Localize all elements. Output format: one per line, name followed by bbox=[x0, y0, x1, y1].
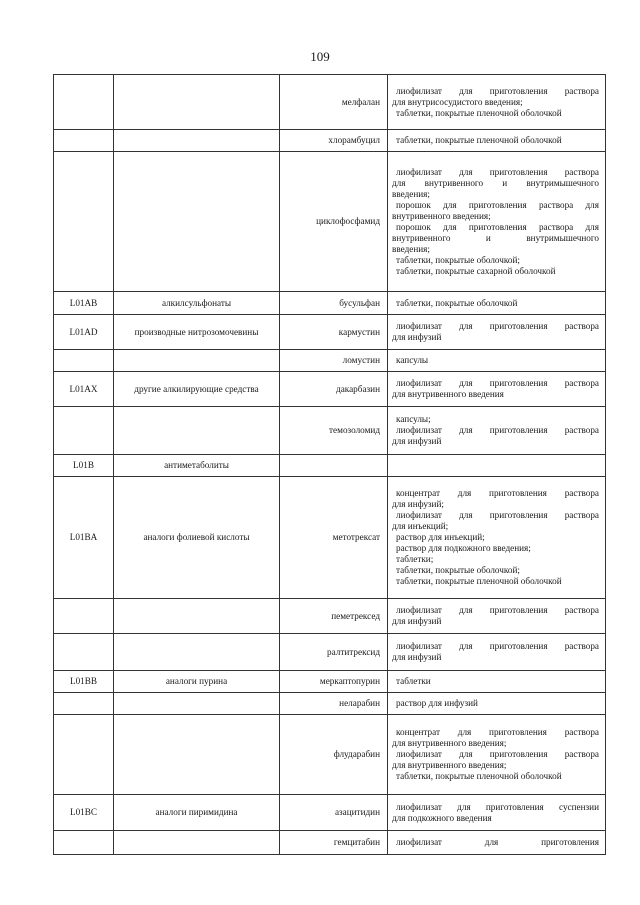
anatomical-group-cell bbox=[114, 715, 280, 795]
dosage-form-line: для инфузий bbox=[392, 616, 442, 626]
dosage-form-line: порошок для приготовления раствора для bbox=[396, 199, 599, 210]
atc-code-cell: L01BB bbox=[54, 671, 114, 693]
dosage-form-cell bbox=[388, 350, 606, 372]
table-row bbox=[54, 671, 606, 693]
dosage-form-cell bbox=[388, 152, 606, 292]
drug-name-cell: меркаптопурин bbox=[280, 671, 388, 693]
table-row bbox=[54, 315, 606, 350]
dosage-form-line: таблетки, покрытые пленочной оболочкой bbox=[396, 107, 562, 118]
drug-name-cell: метотрексат bbox=[280, 477, 388, 599]
dosage-form-line: концентрат для приготовления раствора bbox=[396, 488, 599, 498]
drug-name-cell: дакарбазин bbox=[280, 372, 388, 407]
anatomical-group-cell bbox=[114, 407, 280, 455]
dosage-form-cell bbox=[388, 671, 606, 693]
dosage-form-cell bbox=[388, 455, 606, 477]
dosage-form-cell bbox=[388, 599, 606, 634]
atc-code-cell bbox=[54, 407, 114, 455]
dosage-form-line: для внутривенного введения; bbox=[392, 760, 507, 770]
anatomical-group-cell bbox=[114, 130, 280, 152]
drug-name-cell: бусульфан bbox=[280, 292, 388, 315]
table-row bbox=[54, 372, 606, 407]
table-row bbox=[54, 599, 606, 634]
drug-table-body bbox=[54, 75, 606, 855]
drug-name-cell: хлорамбуцил bbox=[280, 130, 388, 152]
table-row bbox=[54, 477, 606, 599]
dosage-form-cell bbox=[388, 715, 606, 795]
atc-code-cell: L01AD bbox=[54, 315, 114, 350]
dosage-form-line: таблетки, покрытые пленочной оболочкой bbox=[396, 576, 562, 586]
dosage-form-line: таблетки, покрытые сахарной оболочкой bbox=[396, 265, 556, 276]
dosage-form-cell bbox=[388, 477, 606, 599]
drug-name-cell bbox=[280, 455, 388, 477]
anatomical-group-cell bbox=[114, 693, 280, 715]
dosage-form-line: капсулы bbox=[396, 355, 429, 365]
dosage-form-line: для внутривенного введения bbox=[392, 389, 504, 399]
dosage-form-line: для инфузий; bbox=[392, 499, 444, 509]
dosage-form-cell bbox=[388, 130, 606, 152]
dosage-form-line: лиофилизат для приготовления раствора bbox=[396, 166, 599, 177]
dosage-form-cell bbox=[388, 372, 606, 407]
anatomical-group-cell: другие алкилирующие средства bbox=[114, 372, 280, 407]
anatomical-group-cell bbox=[114, 831, 280, 855]
dosage-form-line: таблетки, покрытые оболочкой; bbox=[396, 565, 520, 575]
drug-name-cell: мелфалан bbox=[280, 75, 388, 130]
dosage-form-line: раствор для инъекций; bbox=[396, 532, 485, 542]
drug-name-cell: циклофосфамид bbox=[280, 152, 388, 292]
anatomical-group-cell bbox=[114, 350, 280, 372]
dosage-form-line: внутривенного и внутримышечного bbox=[392, 232, 599, 243]
dosage-form-cell bbox=[388, 315, 606, 350]
atc-code-cell bbox=[54, 350, 114, 372]
drug-name-cell: азацитидин bbox=[280, 795, 388, 831]
dosage-form-line: внутривенного введения; bbox=[392, 210, 491, 221]
dosage-form-line: лиофилизат для приготовления раствора bbox=[396, 749, 599, 759]
atc-code-cell bbox=[54, 152, 114, 292]
dosage-form-line: порошок для приготовления раствора для bbox=[396, 221, 599, 232]
dosage-form-cell bbox=[388, 407, 606, 455]
dosage-form-line: лиофилизат для приготовления суспензии bbox=[396, 801, 599, 812]
atc-code-cell bbox=[54, 831, 114, 855]
dosage-form-line: для инъекций; bbox=[392, 521, 449, 531]
atc-code-cell: L01BA bbox=[54, 477, 114, 599]
drug-name-cell: гемцитабин bbox=[280, 831, 388, 855]
dosage-form-line: таблетки, покрытые пленочной оболочкой bbox=[396, 135, 562, 145]
dosage-form-line: для подкожного введения bbox=[392, 812, 492, 823]
dosage-form-line: лиофилизат для приготовления раствора bbox=[396, 378, 599, 388]
anatomical-group-cell bbox=[114, 75, 280, 130]
dosage-form-line: таблетки bbox=[396, 676, 431, 686]
table-row bbox=[54, 831, 606, 855]
drug-name-cell: флударабин bbox=[280, 715, 388, 795]
dosage-form-cell bbox=[388, 292, 606, 315]
anatomical-group-cell: алкилсульфонаты bbox=[114, 292, 280, 315]
atc-code-cell bbox=[54, 715, 114, 795]
dosage-form-cell bbox=[388, 693, 606, 715]
dosage-form-line: таблетки, покрытые оболочкой; bbox=[396, 254, 520, 265]
anatomical-group-cell: аналоги фолиевой кислоты bbox=[114, 477, 280, 599]
anatomical-group-cell: аналоги пиримидина bbox=[114, 795, 280, 831]
dosage-form-line: для внутрисосудистого введения; bbox=[392, 96, 523, 107]
table-row bbox=[54, 350, 606, 372]
table-row bbox=[54, 152, 606, 292]
dosage-form-line: для инфузий bbox=[392, 332, 442, 342]
atc-code-cell: L01B bbox=[54, 455, 114, 477]
dosage-form-line: введения; bbox=[392, 243, 430, 254]
drug-name-cell: неларабин bbox=[280, 693, 388, 715]
atc-code-cell bbox=[54, 693, 114, 715]
atc-code-cell bbox=[54, 634, 114, 671]
dosage-form-cell bbox=[388, 75, 606, 130]
dosage-form-line: таблетки, покрытые оболочкой bbox=[396, 297, 518, 308]
dosage-form-line: раствор для подкожного введения; bbox=[396, 543, 531, 553]
drug-name-cell: ломустин bbox=[280, 350, 388, 372]
atc-code-cell: L01AX bbox=[54, 372, 114, 407]
anatomical-group-cell: производные нитрозомочевины bbox=[114, 315, 280, 350]
drug-name-cell: пеметрексед bbox=[280, 599, 388, 634]
table-row bbox=[54, 715, 606, 795]
dosage-form-line: лиофилизат для приготовления раствора bbox=[396, 510, 599, 520]
table-row bbox=[54, 130, 606, 152]
dosage-form-line: для инфузий bbox=[392, 436, 442, 446]
dosage-form-cell bbox=[388, 634, 606, 671]
dosage-form-line: раствор для инфузий bbox=[396, 698, 478, 708]
anatomical-group-cell bbox=[114, 634, 280, 671]
dosage-form-line: лиофилизат для приготовления раствора bbox=[396, 641, 599, 651]
table-row bbox=[54, 795, 606, 831]
dosage-form-line: лиофилизат для приготовления раствора bbox=[396, 605, 599, 615]
dosage-form-line: для внутривенного введения; bbox=[392, 738, 507, 748]
atc-code-cell: L01BC bbox=[54, 795, 114, 831]
table-row bbox=[54, 407, 606, 455]
table-row bbox=[54, 292, 606, 315]
dosage-form-cell bbox=[388, 831, 606, 855]
atc-code-cell bbox=[54, 599, 114, 634]
dosage-form-line: лиофилизат для приготовления раствора bbox=[396, 321, 599, 331]
dosage-form-line: таблетки, покрытые пленочной оболочкой bbox=[396, 771, 562, 781]
anatomical-group-cell bbox=[114, 152, 280, 292]
dosage-form-line: лиофилизат для приготовления раствора bbox=[396, 85, 599, 96]
atc-code-cell bbox=[54, 130, 114, 152]
table-row bbox=[54, 693, 606, 715]
drug-name-cell: ралтитрексид bbox=[280, 634, 388, 671]
drug-name-cell: кармустин bbox=[280, 315, 388, 350]
dosage-form-line: лиофилизат для приготовления bbox=[396, 837, 599, 847]
dosage-form-line: для инфузий bbox=[392, 652, 442, 662]
dosage-form-line: таблетки; bbox=[396, 554, 434, 564]
anatomical-group-cell: аналоги пурина bbox=[114, 671, 280, 693]
table-row bbox=[54, 634, 606, 671]
anatomical-group-cell: антиметаболиты bbox=[114, 455, 280, 477]
dosage-form-line: концентрат для приготовления раствора bbox=[396, 727, 599, 737]
dosage-form-line: лиофилизат для приготовления раствора bbox=[396, 425, 599, 435]
dosage-form-line: введения; bbox=[392, 188, 430, 199]
anatomical-group-cell bbox=[114, 599, 280, 634]
dosage-form-line: для внутривенного и внутримышечного bbox=[392, 177, 599, 188]
atc-code-cell: L01AB bbox=[54, 292, 114, 315]
atc-code-cell bbox=[54, 75, 114, 130]
drug-table bbox=[53, 74, 606, 855]
dosage-form-line: капсулы; bbox=[396, 414, 431, 424]
page-number: 109 bbox=[310, 49, 330, 64]
table-row bbox=[54, 75, 606, 130]
dosage-form-cell bbox=[388, 795, 606, 831]
table-row bbox=[54, 455, 606, 477]
drug-name-cell: темозоломид bbox=[280, 407, 388, 455]
